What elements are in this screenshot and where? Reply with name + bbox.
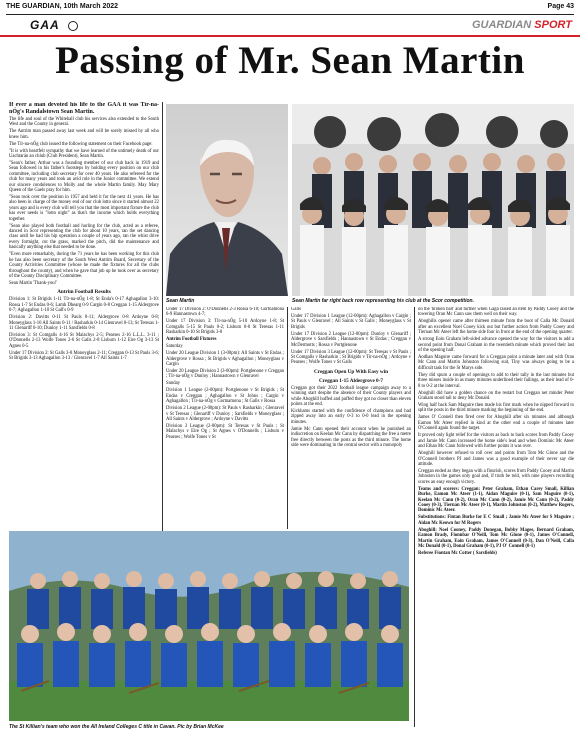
match-paragraph: Kickhams started with the confidence of champions and had zipped away into an early 0-3 to 0-0 lead in the opening minutes. bbox=[291, 409, 411, 425]
match-paragraph: Aboghill however refused to roll over and points from Tom Mc Glone and the O'Connell brothers PJ and James was a good example of their never say die attitude. bbox=[418, 451, 574, 467]
guardian-sport-logo bbox=[472, 19, 572, 31]
substitutions: Substitutions: Fintan Burke for E C Small ; Jamie Mc Ateer for S Maguire ; Aidan Mc Keown for M Rogers bbox=[418, 515, 574, 526]
match-score: Creggan 1-15 Aldergrove 0-7 bbox=[319, 377, 383, 384]
referee: Referee Fiontan Mc Cotter ( Sarsfields) bbox=[418, 550, 497, 556]
match-paragraph: Aboghill did have a golden chance on the restart but Creggan net minder Peter Graham stood tall to deny Mc Donald. bbox=[418, 390, 574, 402]
brand-name: GUARDIAN bbox=[471, 19, 532, 31]
match-paragraph: James O' Connell then fired over for Aboghill after six minutes and although Eamon Mc Ateer replied in kind at the other end a couple of minutes later O'Connell again found the target. bbox=[418, 415, 574, 432]
results-paragraph: Under 17 Division 3: Tír-na-nÓg 5-10 Ardoyne 1-8; St Comgalls 5-15 St Pauls 0-2; Lisburn 0-0 St Teresas 1-11 Rasharkin 0-10 St Brigids 3-0 bbox=[166, 319, 284, 336]
match-paragraph: Creggan ended as they began with a flourish, scores from Paddy Cooey and Martin Johnston in the games only goal and, if truth be told, with nine players recording scores an easy enough victory. bbox=[418, 468, 574, 485]
article-signoff: Sean Martin 'Thank-you!' bbox=[9, 280, 58, 286]
results-paragraph: Division 3: St Comgalls 4-16 St Malachys 2-5; Pearses 2-16 L.L.L. 3-11 ; O'Donnells 2-13 Wolfe Tones 2-6 St Galls 2-8 Lisburn 1-12 Eire Og 3-13 St Agnes 0-5 bbox=[9, 332, 159, 349]
fixtures-paragraph: Under 17 Division 3 League (12-00pm): St Teresas v St Pauls ; St Comgalls v Rasharkin ; St Brigids v Tír-na-nÓg ; Ardoyne v Pearses ; Wolfe Tones v St Galls bbox=[291, 349, 411, 366]
gaa-logo: GAA bbox=[30, 18, 60, 32]
group-caption: Sean Martin far right back row representing his club at the Scor competition. bbox=[292, 298, 474, 304]
results-paragraph: Division 1: St Brigids 1-11 Tír-na-nÓg 1-8; St Enda's 0-17 Aghagallon 3-10: Rossa 1-7 St Endas 0-6; Lamh Dhearg 0-9 Cargin 0-8 Creggan 1-15 Aldergrove 0-7; Aghagallon 1-10 St Gall's 0-9 bbox=[9, 297, 159, 314]
group-photo bbox=[292, 104, 574, 296]
issue-date: THE GUARDIAN, 10th March 2022 bbox=[6, 3, 119, 10]
article-paragraph: "Sean's father, Arthur was a founding member of our club back in 1919 and Sean followed in his father's footsteps by holding every position on our club committee, including club secretary for over 40 years. He also refereed for the club for many years and took an avid role in the Junior committee. We extend our sincere condolences to Molly and the whole Martin family. May Mary Queen of the Gaels pray for him. bbox=[9, 161, 159, 194]
group-image bbox=[292, 104, 574, 296]
page-number: Page 43 bbox=[547, 3, 574, 10]
teams-scorers: Teams and scorers: Creggan: Peter Graham, Ethan Carey Small, Killian Burke, Eamon Mc Ateer (1-1), Aidan Maguire (0-1), Sam Maguire (0-1), Keelan Mc Cann (0-2), Oran Mc Cann (0-2), Jamie Mc Cann (0-2), Paddy Cooey (0-3), Tiernan Mc Ateer (0-1), Martin Johnston (0-2), Matthew Rogers, Dominic Mc Ateer. bbox=[418, 486, 574, 514]
results-paragraph: Division 2: Davitts 0-11 St Pauls 0-11; Aldergrove 0-8 Ardoyne 0-8; Moneyglass 1-10 All Saints 0-11 / Rasharkin 0-14 Glenravel 0-13; St Teresas 1-11 Glenariff 0-10; Dunloy 1-11 Sarsfields 0-8 bbox=[9, 315, 159, 331]
article-column-1 bbox=[9, 102, 159, 602]
match-paragraph: It proved only light relief for the visitors as back to back scores from Paddy Cooey and Jamie Mc Cann increased the home side's lead and when Dominic Mc Ateer and Ethan Mc Cann followed with further points it was over. bbox=[418, 433, 574, 450]
fixtures-paragraph: Galls bbox=[291, 307, 301, 312]
portrait-photo bbox=[166, 104, 288, 296]
article-paragraph: "It is with heartfelt sympathy that we have learned of the untimely death of our Uachtarán an chlub (Club President), Sean Martin. bbox=[9, 148, 159, 159]
fixtures-paragraph: Under 20 League Division 1 (3-00pm): All Saints v St Endas ; Aldergrove v Rossa ; St Brigids v Aghagallon ; Moneyglass v Cargin bbox=[166, 351, 284, 368]
match-paragraph: on the 'broken ball' and further when Gaga raised an item by Paddy Cooey and the towering Oran Mc Cann saw them well on their way. bbox=[418, 307, 574, 318]
portrait-caption: Sean Martin bbox=[166, 298, 195, 304]
fixtures-paragraph: Division 3 League (2-00pm): St Teresas v St Pauls ; St Malachys v Eire Og ; St Agnes v O'Donnells ; Lisburn v Pearses ; Wolfe Tones v St bbox=[166, 424, 284, 440]
article-paragraph: The life and soul of the Whitehall club his services also extended to the South West and the County in general. bbox=[9, 116, 159, 128]
match-paragraph: Aboghills opener came after thirteen minute from the boot of Calla Mc Donald after an excellent Noel Cooey kick out but further action from Paddy Cooey and Tiernan Mc Ateer left the home side four in front at the end of the opening quarter. bbox=[418, 319, 574, 336]
match-heading: Creggan Open Up With Easy win bbox=[314, 368, 388, 375]
article-paragraph: "Even more remarkably, during the 71 years he has been working for this club he has also been secretary of the South West Antrim Board, Secretary of the County Activities Committee (whose he made the fixtures for all the clubs throughout the county), and when he gave that job up he took over as secretary of the County Disciplinary Committee. bbox=[9, 252, 159, 279]
team-image bbox=[9, 531, 409, 721]
fixtures-paragraph: Under 17 Division 2 League (12-00pm): Dunloy v Glenariff ; Aldergrove v Sarsfields ; Hannastown v St Endas ; Creggan v McDermotts ; Rossa v Portglenone bbox=[291, 331, 411, 348]
page-headline: Passing of Mr. Sean Martin bbox=[55, 39, 525, 82]
results-heading: Antrim Football Results bbox=[57, 289, 111, 296]
brand-sport: SPORT bbox=[534, 19, 572, 31]
fixtures-paragraph: Under 20 League Division 2 (3-00pm): Portglenone v Creggan ; Tír-na-nÓg v Dunloy ; Hannastown v Glenravel bbox=[166, 369, 284, 380]
match-paragraph: Wing half back Sam Maguire then made his first mark when he nipped forward to split the posts in the third minute marking the beginning of the end. bbox=[418, 403, 574, 414]
article-column-2 bbox=[166, 307, 284, 529]
article-paragraph: "Sean also played both football and hurling for the club, acted as a referee, danced in Scor representing the club for about 10 years, ran the set dancing class until he had his hip operation a couple of years ago, ran the whist drive every fortnight, cut the grass, marked the pitch, did the maintenance and basically anything else that needed to be done. bbox=[9, 223, 159, 251]
match-paragraph: Aodhan Maguire came forward for a Creggan point a minute later and with Oran Mc Cann and Martin Johnston following suit, Tiny was always going to be a difficult task for the St Marys side. bbox=[418, 355, 574, 371]
portrait-image bbox=[166, 104, 288, 296]
article-column-3 bbox=[291, 307, 411, 529]
section-band bbox=[0, 16, 580, 36]
article-paragraph: "Sean took over the position in 1957 and held it for the next 41 years. He has also been in charge of the money end of our club lotto since it started almost 22 years ago and is every club will tell you that the most important fixture the club has ever needs is "lotto night" as that's the income which holds everything together. bbox=[9, 195, 159, 222]
fixtures-day: Saturday bbox=[166, 344, 183, 350]
results-paragraph: Under 17 Division 2: O'Donnells 2-3 Rossa 6-10; Gortnamona 6-9 Hannastown 4-7; bbox=[166, 307, 284, 318]
column-divider bbox=[162, 102, 163, 602]
article-lead: If ever a man devoted his life to the GAA it was Tír-na-nÓg's Randalstown Sean Martin. bbox=[9, 102, 159, 115]
team-caption: The St Killian's team who won the All Ireland Colleges C title in Cavan. Pic by Brian McKee bbox=[9, 724, 224, 730]
match-paragraph: A strong Eoin Graham left-sided advance opened the way for the visitors to add a second point from Donal Graham in the twentieth minute which proved their last of the opening half. bbox=[418, 337, 574, 354]
fixtures-heading: Antrim Football Fixtures bbox=[166, 337, 217, 343]
results-paragraph: Under 17 Division 2: St Galls 3-8 Moneyglass 2-11; Creggan 0-13 St Pauls 3-6; St Brigids 3-13 Aghagallon 3-13 / Glenravel 1-7 All Saints 1-7 bbox=[9, 350, 159, 362]
aboghill-team: Aboghill: Noel Cooney, Paddy Donegan, Bobby Magee, Bernard Graham, Eamon Brady, Fionnbar O'Neill, Tom Mc Glone (0-1), James O'Connell, Martin Graham, Eoin Graham, James O'Connell (0-3), Dan O'Neill, Calla Mc Donald (0-1), Donal Graham (0-1), PJ O' Connell (0-1) bbox=[418, 527, 574, 549]
article-paragraph: The Antrim man passed away last week and will be sorely missed by all who knew him. bbox=[9, 129, 159, 140]
article-column-4 bbox=[418, 307, 574, 727]
article-paragraph: The Tír-na-nÓg club issued the following statement on their Facebook page: bbox=[9, 141, 153, 147]
ball-icon bbox=[68, 21, 78, 31]
column-divider bbox=[414, 307, 415, 727]
band-rule bbox=[0, 35, 580, 37]
fixtures-paragraph: Division 2 League (2-00pm): St Pauls v Rasharkin ; Glenravel v St Teresas ; Glenariff v Dunloy ; Sarsfields v Moneyglass ; All Saints v Aldergrove ; Ardoyne v Davitts bbox=[166, 406, 284, 423]
match-paragraph: They did spurn a couple of openings to add to their tally in the last minutes but three misses inside in as many minutes underlined their failings, as their lead of 0-8 to 0-2 at the interval. bbox=[418, 372, 574, 389]
fixtures-paragraph: Under 17 Division 1 League (12-00pm): Aghagallon v Cargin ; St Pauls v Glenravel ; All Saints v St Galls ; Moneyglass v St Brigids bbox=[291, 314, 411, 330]
team-photo bbox=[9, 531, 409, 721]
fixtures-day: Sunday bbox=[166, 381, 181, 387]
masthead bbox=[6, 3, 574, 15]
match-paragraph: Jamie Mc Cann opened their account when he punished an indiscretion on Keelan Mc Cann by dispatching the free a metre free directly between the posts as the third minute. The home side were dominating in the central sector with a monopoly bbox=[291, 426, 411, 449]
match-paragraph: Creggan got their 2022 football league campaign away to a winning start despite the absence of their County players and while Aboghill huffed and puffed they got no closer than eleven points at the end. bbox=[291, 385, 411, 408]
column-divider bbox=[287, 307, 288, 529]
fixtures-paragraph: Division 1 League (2-00pm): Portglenone v St Brigids ; St Endas v Creggan ; Aghagallon v St Johns ; Cargin v Aghagallon ; Tír-na-nÓg v Gortnamona ; St Galls v Rossa bbox=[166, 388, 284, 405]
